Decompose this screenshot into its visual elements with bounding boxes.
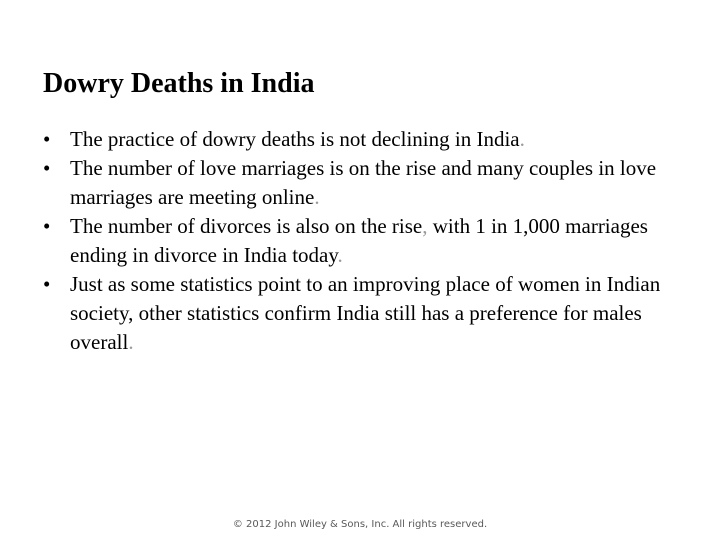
bullet-text: The practice of dowry deaths is not declining in India xyxy=(70,127,520,151)
bullet-item-divorces xyxy=(43,212,693,270)
bullet-marker: • xyxy=(43,214,51,238)
bullet-text: Just as some statistics point to an improving place of women in Indian society, other statistics confirm India still has a preference for males overall xyxy=(70,272,661,354)
bullet-period: . xyxy=(337,243,343,267)
bullet-item-dowry-deaths xyxy=(43,125,693,154)
bullet-comma: , xyxy=(422,214,428,238)
slide-title: Dowry Deaths in India xyxy=(43,68,315,99)
copyright-footer: © 2012 John Wiley & Sons, Inc. All rights reserved. xyxy=(232,519,488,530)
bullet-marker: • xyxy=(43,127,51,151)
bullet-period: . xyxy=(519,127,525,151)
bullet-text-continued: with 1 in 1,000 marriages ending in divorce in India today xyxy=(70,214,648,267)
bullet-item-love-marriages xyxy=(43,154,693,212)
bullet-item-statistics xyxy=(43,270,693,357)
bullet-marker: • xyxy=(43,156,51,180)
bullet-period: . xyxy=(128,330,134,354)
bullet-text: The number of love marriages is on the rise and many couples in love marriages are meeting online xyxy=(70,156,657,209)
bullet-period: . xyxy=(314,185,320,209)
bullet-marker: • xyxy=(43,272,51,296)
bullet-list xyxy=(43,125,693,357)
bullet-text: The number of divorces is also on the rise xyxy=(70,214,423,238)
